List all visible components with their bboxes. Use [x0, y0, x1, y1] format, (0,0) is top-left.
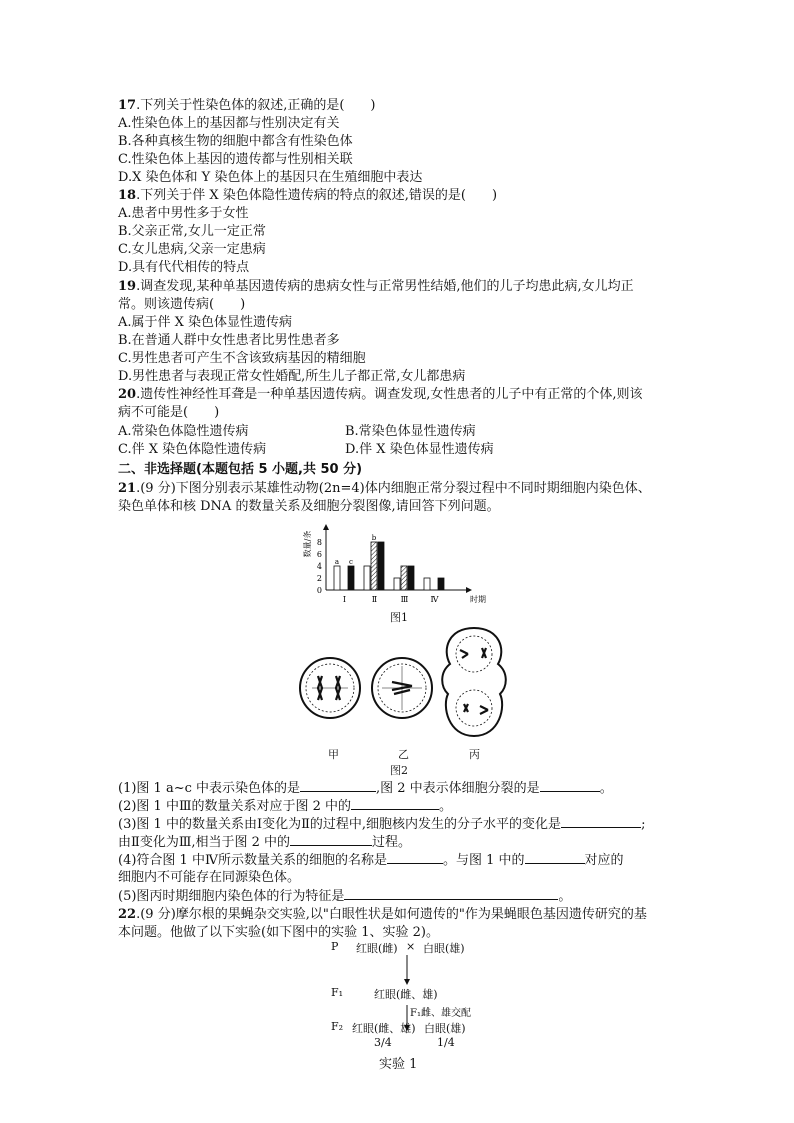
generation-f1-label: F₁	[331, 986, 344, 999]
q21-part4-text-c: 对应的	[584, 853, 624, 868]
bar-c	[408, 566, 414, 590]
bar-b	[401, 566, 407, 590]
x-tick-label: Ⅲ	[400, 595, 409, 604]
q21-part1-text-a: (1)图 1 a~c 中表示染色体的是	[118, 781, 301, 796]
q20-number: 20	[118, 387, 137, 402]
series-label-c: c	[349, 558, 353, 566]
q21-part4-text-a: (4)符合图 1 中Ⅳ所示数量关系的细胞的名称是	[118, 853, 387, 868]
cell-bing	[442, 628, 506, 736]
bar-c	[378, 542, 384, 590]
q18-option-b: B.父亲正常,女儿一定正常	[118, 224, 266, 239]
q19-number: 19	[118, 279, 137, 294]
q21-part3-text-b: ;	[641, 817, 646, 832]
q17-option-d: D.X 染色体和 Y 染色体上的基因只在生殖细胞中表达	[118, 170, 423, 185]
figure-1-bar-chart	[296, 520, 486, 610]
q20-option-d: D.伴 X 染色体显性遗传病	[345, 442, 494, 457]
q18-option-c: C.女儿患病,父亲一定患病	[118, 242, 266, 257]
bar-c	[348, 566, 354, 590]
q21-part2	[118, 797, 452, 815]
cell-label-yi: 乙	[398, 748, 409, 761]
f2-white-ratio: 1/4	[437, 1036, 455, 1049]
q21-number: 21	[118, 481, 137, 496]
x-tick-label: Ⅰ	[342, 595, 347, 604]
q21-part5-text-b: 。	[558, 889, 572, 904]
y-tick-label: 2	[316, 574, 322, 583]
answer-blank[interactable]	[344, 887, 558, 900]
answer-blank[interactable]	[540, 779, 600, 792]
q21-part3-text-a: (3)图 1 中的数量关系由Ⅰ变化为Ⅱ的过程中,细胞核内发生的分子水平的变化是	[118, 817, 562, 832]
q19-option-a: A.属于伴 X 染色体显性遗传病	[118, 315, 293, 330]
y-axis-arrow	[323, 524, 329, 530]
figure-2-cells	[298, 624, 518, 744]
section-title: 二、非选择题(本题包括 5 小题,共 50 分)	[118, 462, 363, 477]
q17-option-a: A.性染色体上的基因都与性别决定有关	[118, 116, 340, 131]
p-female: 红眼(雌)	[356, 942, 398, 955]
y-tick-label: 8	[316, 538, 322, 547]
q19-option-c: C.男性患者可产生不含该致病基因的精细胞	[118, 351, 366, 366]
q20-option-c: C.伴 X 染色体隐性遗传病	[118, 442, 267, 457]
q22-stem-text: .(9 分)摩尔根的果蝇杂交实验,以"白眼性状是如何遗传的"作为果蝇眼色基因遗传研究的基	[136, 907, 647, 922]
q18-stem	[118, 187, 497, 204]
f2-red-eye: 红眼(雌、雄)	[352, 1022, 416, 1035]
q18-stem-text: .下列关于伴 X 染色体隐性遗传病的特点的叙述,错误的是( )	[136, 188, 498, 203]
q21-part3-cont	[118, 833, 411, 851]
f1-mating-note: F₁雌、雄交配	[410, 1008, 471, 1019]
q17-number: 17	[118, 98, 137, 113]
q21-part3-text-c: 由Ⅱ变化为Ⅲ,相当于图 2 中的	[118, 835, 291, 850]
q21-part1-text-c: 。	[599, 781, 613, 796]
answer-blank[interactable]	[561, 815, 641, 828]
generation-f2-label: F₂	[331, 1020, 344, 1033]
answer-blank[interactable]	[525, 851, 585, 864]
q19-option-b: B.在普通人群中女性患者比男性患者多	[118, 333, 340, 348]
y-axis-label: 数量/条	[303, 530, 312, 558]
cell-yi	[372, 658, 432, 718]
x-axis-label: 时期	[470, 595, 486, 604]
q21-part4-text-b: 。与图 1 中的	[442, 853, 525, 868]
figure-1-caption: 图1	[390, 611, 408, 624]
q20-stem-line2: 病不可能是( )	[118, 405, 220, 420]
series-label-a: a	[334, 558, 340, 566]
q19-stem-text: .调查发现,某种单基因遗传病的患病女性与正常男性结婚,他们的儿子均患此病,女儿均正	[136, 279, 634, 294]
bar-b	[371, 542, 377, 590]
q21-part3	[118, 815, 645, 833]
q21-part1-text-b: ,图 2 中表示体细胞分裂的是	[376, 781, 540, 796]
figure-2-caption: 图2	[390, 764, 408, 777]
bar-a	[424, 578, 430, 590]
cell-label-bing: 丙	[469, 748, 480, 761]
bar-a	[334, 566, 340, 590]
q20-stem	[118, 386, 643, 403]
q19-stem-line2: 常。则该遗传病( )	[118, 297, 246, 312]
q21-stem-text: .(9 分)下图分别表示某雄性动物(2n=4)体内细胞正常分裂过程中不同时期细胞内染色体、	[136, 481, 651, 496]
bar-a	[364, 566, 370, 590]
q21-part2-text-a: (2)图 1 中Ⅲ的数量关系对应于图 2 中的	[118, 799, 352, 814]
y-tick-label: 0	[316, 586, 322, 595]
q21-part1	[118, 779, 613, 797]
q17-option-b: B.各种真核生物的细胞中都含有性染色体	[118, 134, 353, 149]
answer-blank[interactable]	[351, 797, 439, 810]
x-axis-arrow	[466, 587, 472, 593]
q20-option-b: B.常染色体显性遗传病	[345, 424, 476, 439]
q17-option-c: C.性染色体上基因的遗传都与性别相关联	[118, 152, 353, 167]
q17-stem-text: .下列关于性染色体的叙述,正确的是( )	[136, 98, 376, 113]
experiment-1-title: 实验 1	[379, 1057, 418, 1072]
x-tick-label: Ⅳ	[430, 595, 439, 604]
q20-stem-text: .遗传性神经性耳聋是一种单基因遗传病。调查发现,女性患者的儿子中有正常的个体,则该	[136, 387, 643, 402]
generation-p-label: P	[331, 940, 339, 953]
cell-label-jia: 甲	[328, 748, 339, 761]
answer-blank[interactable]	[300, 779, 376, 792]
q21-part4-cont: 细胞内不可能存在同源染色体。	[118, 870, 301, 885]
q18-option-d: D.具有代代相传的特点	[118, 260, 250, 275]
q18-number: 18	[118, 188, 137, 203]
f2-white-eye: 白眼(雄)	[424, 1022, 466, 1035]
f2-red-ratio: 3/4	[374, 1036, 392, 1049]
q21-part3-text-d: 过程。	[372, 835, 412, 850]
series-label-b: b	[371, 534, 377, 542]
x-tick-label: Ⅱ	[371, 595, 378, 604]
y-tick-label: 6	[316, 550, 322, 559]
q22-stem-line2: 本问题。他做了以下实验(如下图中的实验 1、实验 2)。	[118, 925, 439, 940]
y-tick-label: 4	[316, 562, 322, 571]
bar-a	[394, 578, 400, 590]
q22-number: 22	[118, 907, 137, 922]
cell-jia	[300, 658, 360, 718]
q21-part5	[118, 887, 571, 905]
q17-stem	[118, 97, 376, 114]
bar-c	[438, 578, 444, 590]
q21-part4	[118, 851, 624, 869]
q19-stem	[118, 278, 634, 295]
q21-part5-text-a: (5)图丙时期细胞内染色体的行为特征是	[118, 889, 345, 904]
q21-part2-text-b: 。	[439, 799, 453, 814]
q22-stem	[118, 906, 647, 923]
answer-blank[interactable]	[387, 851, 443, 864]
answer-blank[interactable]	[290, 833, 372, 846]
q20-option-a: A.常染色体隐性遗传病	[118, 424, 249, 439]
p-male: 白眼(雄)	[423, 942, 465, 955]
q18-option-a: A.患者中男性多于女性	[118, 206, 249, 221]
q19-option-d: D.男性患者与表现正常女性婚配,所生儿子都正常,女儿都患病	[118, 369, 466, 384]
f1-phenotype: 红眼(雌、雄)	[374, 988, 438, 1001]
cross-sign: ×	[406, 940, 416, 953]
q21-stem	[118, 480, 651, 497]
q21-stem-line2: 染色单体和核 DNA 的数量关系及细胞分裂图像,请回答下列问题。	[118, 499, 500, 514]
